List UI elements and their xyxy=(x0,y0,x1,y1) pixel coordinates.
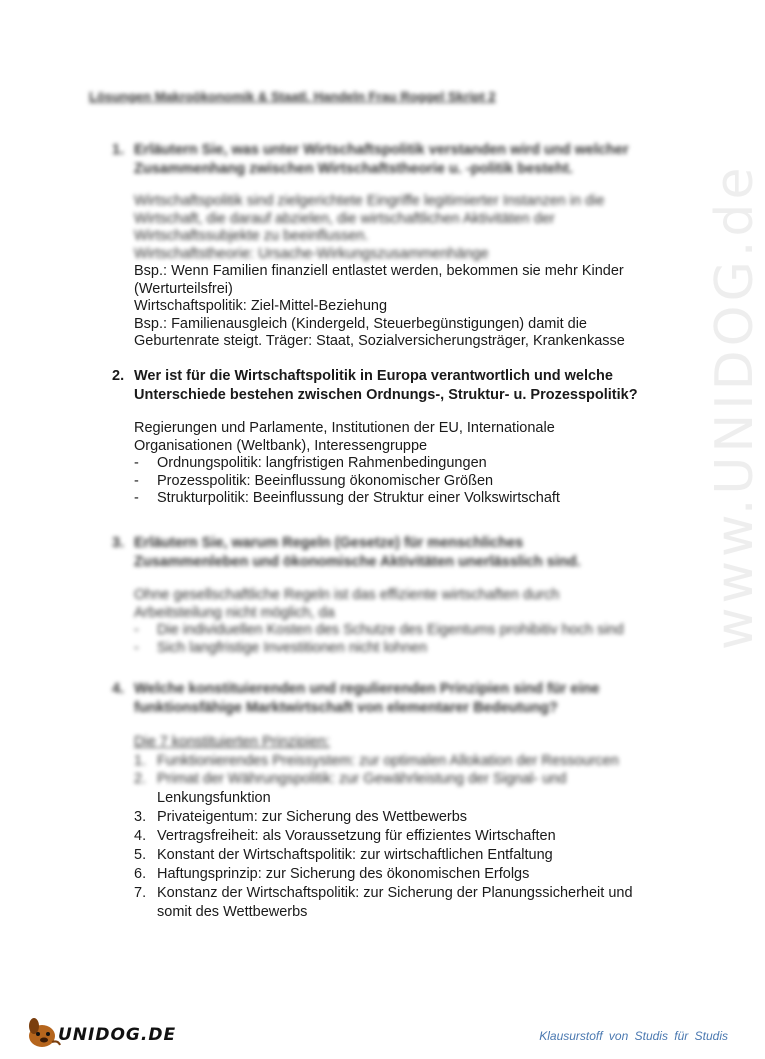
logo-text: UNIDOG.DE xyxy=(58,1025,177,1045)
answer-line: Wirtschaftstheorie: Ursache-Wirkungszusammenhänge xyxy=(134,245,489,262)
question-3 xyxy=(112,534,672,572)
footer-tagline: Klausurstoff von Studis für Studis xyxy=(539,1029,728,1043)
question-number: 3. xyxy=(112,535,125,551)
answer-line: Geburtenrate steigt. Träger: Staat, Sozialversicherungsträger, Krankenkasse xyxy=(134,333,625,349)
answer-line: Wirtschaft, die darauf abzielen, die wirtschaftlichen Aktivitäten der xyxy=(134,210,555,227)
list-item: 2. Primat der Währungspolitik: zur Gewährleistung der Signal- und xyxy=(134,771,567,787)
list-item-continuation: somit des Wettbewerbs xyxy=(157,904,308,920)
list-item: 7. Konstanz der Wirtschaftspolitik: zur Sicherung der Planungssicherheit und xyxy=(134,885,633,901)
answer-line: Wirtschaftspolitik sind zielgerichtete Eingriffe legitimierter Instanzen in die xyxy=(134,193,605,209)
list-subheading: Die 7 konstituierten Prinzipien: xyxy=(134,734,330,750)
list-item: 1. Funktionierendes Preissystem: zur optimalen Allokation der Ressourcen xyxy=(134,753,619,769)
answer-line: Bsp.: Familienausgleich (Kindergeld, Steuerbegünstigungen) damit die xyxy=(134,315,587,332)
answer-line: Bsp.: Wenn Familien finanziell entlastet werden, bekommen sie mehr Kinder xyxy=(134,263,624,279)
question-line: Erläutern Sie, was unter Wirtschaftspolitik verstanden wird und welcher xyxy=(134,142,629,158)
bullet-item: - Sich langfristige Investitionen nicht lohnen xyxy=(134,639,428,656)
bullet-item: - Strukturpolitik: Beeinflussung der Struktur einer Volkswirtschaft xyxy=(134,490,560,506)
question-number: 1. xyxy=(112,142,125,158)
answer-line: Regierungen und Parlamente, Institutionen der EU, Internationale xyxy=(134,420,555,436)
answer-line: Organisationen (Weltbank), Interessengruppe xyxy=(134,437,428,454)
dash-marker: - xyxy=(134,639,139,656)
answer-2 xyxy=(134,420,694,508)
question-number: 2. xyxy=(112,368,125,384)
bullet-item: - Ordnungspolitik: langfristigen Rahmenbedingungen xyxy=(134,455,487,471)
answer-line: Ohne gesellschaftliche Regeln ist das effiziente wirtschaften durch xyxy=(134,587,560,603)
list-item: 6. Haftungsprinzip: zur Sicherung des ökonomischen Erfolgs xyxy=(134,866,530,882)
bullet-item: - Die individuellen Kosten des Schutze des Eigentums prohibitiv hoch sind xyxy=(134,622,624,638)
list-item-continuation: Lenkungsfunktion xyxy=(157,790,271,806)
answer-3 xyxy=(134,587,694,657)
question-line: funktionsfähige Marktwirtschaft von elementarer Bedeutung? xyxy=(134,700,558,716)
dash-marker: - xyxy=(134,490,139,506)
dash-marker: - xyxy=(134,472,139,489)
answer-line: (Werturteilsfrei) xyxy=(134,280,233,297)
page-title: Lösungen Makroökonomik & Staatl. Handeln Frau Roggel Skript 2 xyxy=(89,89,496,104)
list-item: 5. Konstant der Wirtschaftspolitik: zur wirtschaftlichen Entfaltung xyxy=(134,847,553,863)
bullet-item: - Prozesspolitik: Beeinflussung ökonomischer Größen xyxy=(134,472,494,489)
question-4 xyxy=(112,680,672,718)
list-item: 4. Vertragsfreiheit: als Voraussetzung für effizientes Wirtschaften xyxy=(134,828,556,844)
question-line: Zusammenleben und ökonomische Aktivitäten unerlässlich sind. xyxy=(134,554,581,570)
question-line: Unterschiede bestehen zwischen Ordnungs-, Struktur- u. Prozesspolitik? xyxy=(134,387,638,403)
answer-line: Arbeitsteilung nicht möglich, da xyxy=(134,604,335,621)
question-line: Wer ist für die Wirtschaftspolitik in Europa verantwortlich und welche xyxy=(134,368,613,384)
answer-1-blurred xyxy=(134,193,694,263)
question-line: Erläutern Sie, warum Regeln (Gesetze) für menschliches xyxy=(134,535,524,551)
list-item: 3. Privateigentum: zur Sicherung des Wettbewerbs xyxy=(134,809,468,825)
dash-marker: - xyxy=(134,455,139,471)
question-2 xyxy=(112,367,672,405)
question-line: Welche konstituierenden und regulierenden Prinzipien sind für eine xyxy=(134,681,600,697)
principles-list xyxy=(134,733,694,922)
question-line: Zusammenhang zwischen Wirtschaftstheorie u. -politik besteht. xyxy=(134,161,573,177)
question-1 xyxy=(112,141,672,179)
question-number: 4. xyxy=(112,681,125,697)
answer-1 xyxy=(134,263,694,351)
answer-line: Wirtschaftssubjekte zu beeinflussen. xyxy=(134,228,369,244)
watermark: www.UNIDOG.de xyxy=(705,163,765,650)
answer-line: Wirtschaftspolitik: Ziel-Mittel-Beziehung xyxy=(134,298,388,314)
dash-marker: - xyxy=(134,622,139,638)
